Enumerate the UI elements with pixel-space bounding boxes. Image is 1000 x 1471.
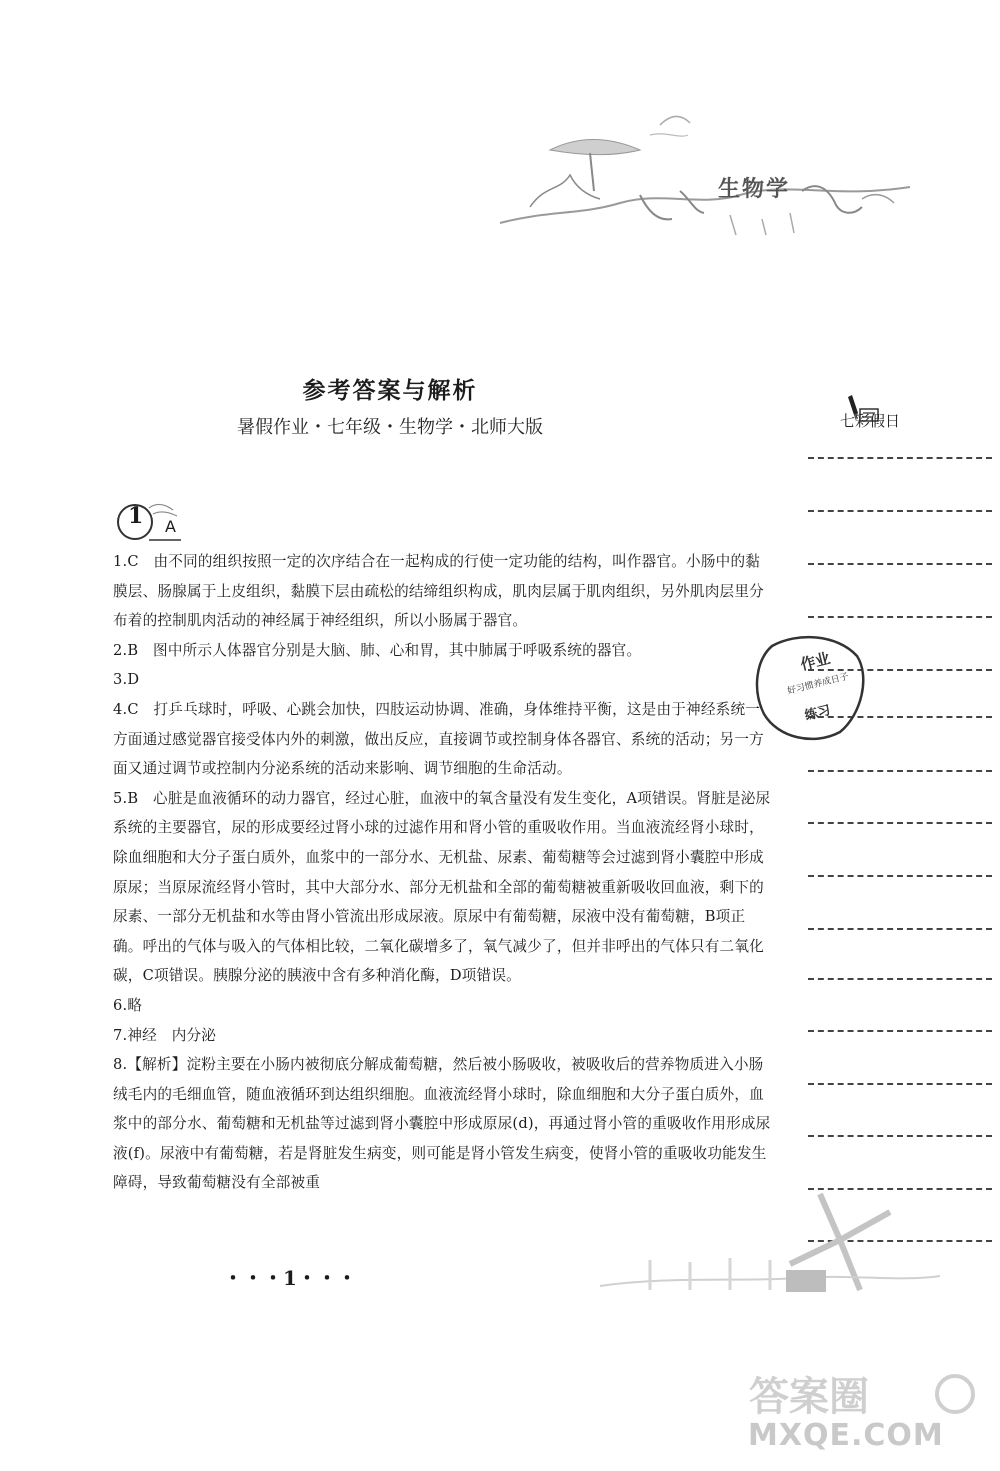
- subject-title: 生物学: [718, 176, 791, 202]
- section-number: 1: [128, 503, 144, 529]
- note-line: [808, 770, 992, 772]
- document-title: 参考答案与解析: [302, 377, 478, 404]
- section-letter: A: [165, 517, 176, 536]
- answer-item-3: 3.D: [113, 671, 140, 689]
- watermark-text: MXQE.COM: [748, 1418, 944, 1453]
- header-decoration: [490, 95, 920, 255]
- stamp-text-top: 作业: [798, 649, 833, 674]
- note-line: [808, 616, 992, 618]
- answer-item-4: 4.C 打乒乓球时，呼吸、心跳会加快，四肢运动协调、准确，身体维持平衡，这是由于神经系统一方面通过感觉器官接受体内外的刺激，做出反应，直接调节或控制身体各器官、系统的活动；另一方面又通过调节或控制内分泌系统的活动来影响、调节细胞的生命活动。: [113, 700, 764, 778]
- answer-item-2: 2.B 图中所示人体器官分别是大脑、肺、心和胃，其中肺属于呼吸系统的器官。: [113, 641, 642, 659]
- note-line: [808, 1030, 992, 1032]
- note-line: [808, 875, 992, 877]
- stamp-text-bottom: 练习: [803, 703, 833, 724]
- note-line: [808, 1083, 992, 1085]
- answer-item-8: 8.【解析】淀粉主要在小肠内被彻底分解成葡萄糖，然后被小肠吸收，被吸收后的营养物质进入小肠绒毛内的毛细血管，随血液循环到达组织细胞。血液流经肾小球时，除血细胞和大分子蛋白质外，血浆中的部分水、葡萄糖和无机盐等过滤到肾小囊腔中形成原尿(d)，再通过肾小管的重吸收作用形成尿液(f)。尿液中有葡萄糖，若是肾脏发生病变，则可能是肾小管发生病变，使肾小管的重吸收功能发生障碍，导致葡萄糖没有全部被重: [113, 1056, 771, 1192]
- watermark-logo-text: 答案圈: [749, 1374, 869, 1420]
- answer-item-1: 1.C 由不同的组织按照一定的次序结合在一起构成的行使一定功能的结构，叫作器官。小肠中的黏膜层、肠腺属于上皮组织，黏膜下层由疏松的结缔组织构成，肌肉层属于肌肉组织，另外肌肉层里分布着的控制肌肉活动的神经属于神经组织，所以小肠属于器官。: [113, 553, 764, 630]
- stamp-text-middle: 好习惯养成日子: [786, 671, 850, 697]
- note-line: [808, 928, 992, 930]
- answer-item-7: 7.神经 内分泌: [113, 1026, 217, 1044]
- note-line: [808, 1135, 992, 1137]
- note-line: [808, 510, 992, 512]
- answer-list: [113, 547, 773, 1198]
- note-line: [808, 978, 992, 980]
- page-number: ・・・1・・・: [223, 1266, 357, 1290]
- answer-item-6: 6.略: [113, 996, 143, 1014]
- note-line: [808, 457, 992, 459]
- windmill-decoration: [590, 1190, 950, 1310]
- answer-item-5: 5.B 心脏是血液循环的动力器官，经过心脏，血液中的氧含量没有发生变化，A项错误。肾脏是泌尿系统的主要器官，尿的形成要经过肾小球的过滤作用和肾小管的重吸收作用。当血液流经肾小球时，除血细胞和大分子蛋白质外，血浆中的一部分水、无机盐、尿素、葡萄糖等会过滤到肾小囊腔中形成原尿；当原尿流经肾小管时，其中大部分水、部分无机盐和全部的葡萄糖被重新吸收回血液，剩下的尿素、一部分无机盐和水等由肾小管流出形成尿液。原尿中有葡萄糖，尿液中没有葡萄糖，B项正确。呼出的气体与吸入的气体相比较，二氧化碳增多了，氧气减少了，但并非呼出的气体只有二氧化碳，C项错误。胰腺分泌的胰液中含有多种消化酶，D项错误。: [113, 789, 771, 985]
- note-line: [808, 822, 992, 824]
- document-subtitle: 暑假作业・七年级・生物学・北师大版: [237, 417, 543, 438]
- sidebar-label: 七彩假日: [840, 412, 901, 430]
- note-line: [808, 563, 992, 565]
